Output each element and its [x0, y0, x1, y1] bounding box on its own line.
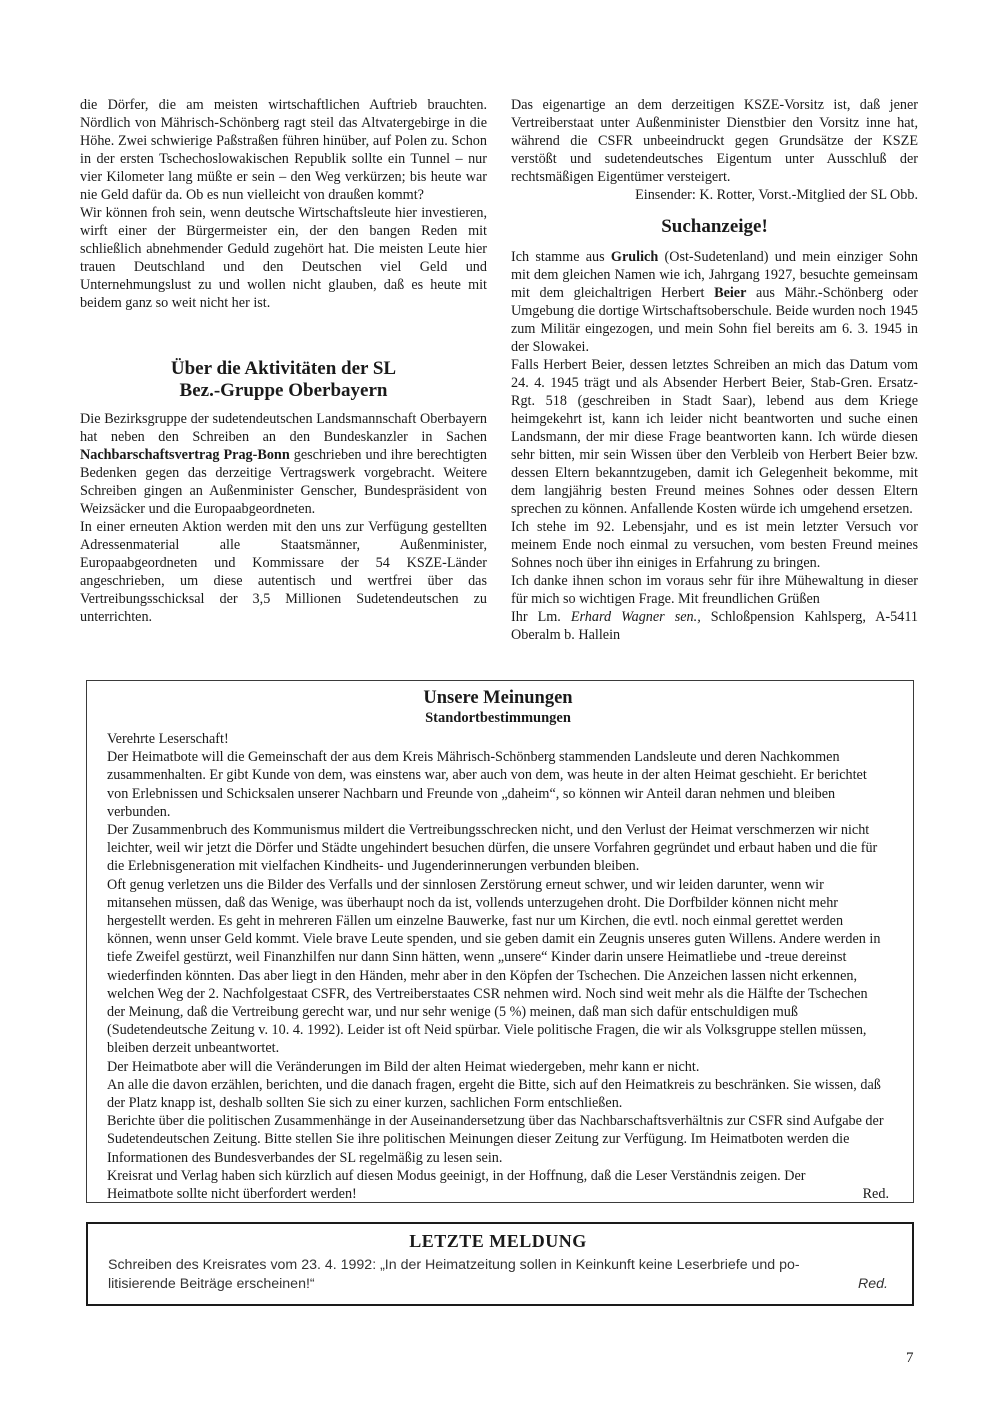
latest-news-text-2: litisierende Beiträge erscheinen!“: [108, 1276, 315, 1292]
sender-line: Einsender: K. Rotter, Vorst.-Mitglied der SL Obb.: [635, 187, 918, 203]
opinions-title: Unsere Meinungen: [423, 688, 573, 708]
opinions-greeting: Verehrte Leserschaft!: [107, 731, 229, 747]
search-signature: [511, 608, 918, 644]
sig-address: Schloßpension Kahlsperg, A-5411 Oberalm b. Hallein: [511, 609, 919, 643]
name-beier: Beier: [714, 285, 747, 301]
latest-news-text: Schreiben des Kreisrates vom 23. 4. 1992: „In der Heimatzeitung sollen in Keinkunft keine Leserbriefe und po-: [108, 1257, 800, 1273]
treaty-name: Nachbarschaftsvertrag Prag-Bonn: [80, 447, 290, 463]
town-grulich: Grulich: [610, 249, 659, 265]
opinions-signature: Red.: [862, 1186, 889, 1203]
search-p1-text-c: (Ost-Sudetenland) und mein einziger Sohn mit dem gleichen Namen wie ich, Jahrgang 1927, besuchte gemeinsam mit dem gleichaltrigen Herbert: [511, 249, 919, 301]
sl-paragraph-2: In einer erneuten Aktion werden mit den uns zur Verfügung gestellten Adressenmaterial alle Staatsmänner, Außenminister, Europaabgeordneten und Kommissare der 54 KSZE-Länder angeschrieben, um diese autentisch und wertfrei über das Vertreibungsschicksal der 3,5 Millionen Sudetendeutschen zu unterrichten.: [80, 519, 487, 625]
search-p1-text-e: aus Mähr.-Schönberg oder Umgebung die dortige Wirtschaftsoberschule. Beide wurden noch 1945 zum Militär eingezogen, und mein Sohn fiel bereits am 6. 3. 1945 in der Slowakei.: [511, 285, 918, 355]
intro-paragraph: die Dörfer, die am meisten wirtschaftlichen Auftrieb brauchten. Nördlich von Mährisch-Schönberg ragt steil das Altvatergebirge in die Höhe. Zwei schwierige Paßstraßen führen hinüber, auf Polen zu. Schon in der ersten Tschechoslowakischen Republik sollte ein Tunnel – nur vier Kilometer lang müßte er sein – den Weg verkürzen; bis heute war nie Geld dafür da. Ob es nun vielleicht von draußen kommt?: [80, 97, 487, 203]
opinions-paragraph-1: Der Heimatbote will die Gemeinschaft der aus dem Kreis Mährisch-Schönberg stammenden Landsleute und deren Nachkommen zusammenhalten. Er gibt Kunde von dem, was einstens war, aber auch von dem, was heute in der alten Heimat geschieht. Er berichtet von Erlebnissen und Schicksalen unserer Nachbarn und Freunde von „daheim“, so können wir Anteil daran nehmen und bleiben verbunden.: [107, 749, 867, 820]
latest-news-last-line: [108, 1275, 888, 1294]
left-column: [80, 96, 487, 626]
sl-paragraph-1: [80, 410, 487, 518]
sl-p1-text-b: geschrieben und ihre berechtigten Bedenken gegen das derzeitige Vertragswerk vorgebracht. Weitere Schreiben gingen an Außenminister Genscher, Bundespräsident von Weizsäcker und die Europaabgeordneten.: [80, 447, 487, 517]
sig-name: Erhard Wagner sen.,: [570, 609, 701, 625]
opinions-paragraph-5: An alle die davon erzählen, berichten, und die danach fragen, ergeht die Bitte, sich auf den Heimatkreis zu beschränken. Sie wissen, daß der Platz knapp ist, deshalb sollten Sie sich zu einer kurzen, sachlichen Form entschließen.: [107, 1076, 881, 1112]
opinions-subtitle: Standortbestimmungen: [425, 710, 571, 726]
latest-news-box: [86, 1222, 914, 1306]
search-paragraph-2: Falls Herbert Beier, dessen letztes Schreiben an mich das Datum vom 24. 4. 1945 trägt und als Absender Herbert Beier, Stab-Gren. Ersatz-Rgt. 518 (geschreiben in Stadt Saar), lebend aus dem Kriege heimgekehrt ist, kann ich leider nicht beantworten und suche einen Landsmann, der mir diese Frage beantworten kann. Ich würde diesen sehr bitten, mir sein Wissen über den Verbleib von Herbert Beier bzw. dessen Eltern bekanntzugeben, damit ich Gelegenheit bekomme, mit dem langjährig besten Freund meines Sohnes oder dessen Eltern sprechen zu können. Anfallende Kosten würde ich umgehend ersetzen.: [511, 357, 918, 517]
latest-news-signature: Red.: [858, 1276, 888, 1292]
sl-heading-line-2: Bez.-Gruppe Oberbayern: [179, 380, 388, 401]
search-paragraph-4: Ich danke ihnen schon im voraus sehr für ihre Mühewaltung in dieser für mich so wichtigen Frage. Mit freundlichen Grüßen: [511, 573, 918, 607]
page-number: 7: [906, 1350, 914, 1366]
sl-p1-text-a: Die Bezirksgruppe der sudetendeutschen Landsmannschaft Oberbayern hat neben den Schreiben an den Bundeskanzler in Sachen: [80, 411, 487, 445]
sl-heading-line-1: Über die Aktivitäten der SL: [170, 358, 397, 379]
opinions-paragraph-3: Oft genug verletzen uns die Bilder des Verfalls und der sinnlosen Zerstörung erneut schwer, und wir leiden darunter, wenn wir mitansehen müssen, daß das Wenige, was überhaupt noch da ist, vollends unterzugehen droht. Die Dorfbilder können nicht mehr hergestellt werden. Es geht in mehreren Fällen um einzelne Bauwerke, fast nur um Kirchen, die evtl. noch einmal gerettet werden können, wenn unser Geld kommt. Viele brave Leute spenden, und sie geben damit ein Zeugnis unseres guten Willens. Andere werden in tiefe Zweifel gestürzt, weil Finanzhilfen nur dann Sinn hätten, wenn „unsere“ Kinder darin unsere Heimatliebe und -treue dereinst wiederfinden könnten. Das aber liegt in den Händen, mehr aber in den Köpfen der Tschechen. Die Anzeichen lassen nicht erkennen, welchen Weg der 2. Nachfolgestaat CSFR, des Vertreiberstaates CSR nehmen wird. Noch sind weit mehr als die Hälfte der Tschechen der Meinung, daß die Vertreibung gerecht war, und nur sehr wenige (5 %) meinen, daß man sich dafür entschuldigen muß (Sudetendeutsche Zeitung v. 10. 4. 1992). Leider ist oft Neid spürbar. Viele politische Fragen, die wir als Volksgruppe stellen müssen, bleiben derzeit unbeantwortet.: [107, 876, 881, 1057]
search-p1-text-a: Ich stamme aus: [511, 249, 611, 265]
ksze-paragraph: Das eigenartige an dem derzeitigen KSZE-Vorsitz ist, daß jener Vertreiberstaat unter Außenminister Dienstbier den Vorsitz inne hat, während die CSFR unbeeindruckt gegen Grundsätze der KSZE verstößt und sudetendeutsches Eigentum unter Ausschluß der rechtsmäßigen Eigentümer versteigert.: [511, 97, 918, 185]
latest-news-title: LETZTE MELDUNG: [409, 1231, 587, 1251]
sl-activities-heading: [80, 358, 487, 402]
opinions-box: [86, 680, 914, 1203]
opinions-paragraph-2: Der Zusammenbruch des Kommunismus mildert die Vertreibungsschrecken nicht, und den Verlust der Heimat verschmerzen wir nicht leichter, weil wir jetzt die Dörfer und Städte ungehindert besuchen dürfen, die unsere Vorfahren gegründet und erbaut haben und die für die Erlebnisgeneration mit vielfachen Kindheits- und Jugenderinnerungen verbunden bleiben.: [107, 822, 878, 875]
investment-paragraph: Wir können froh sein, wenn deutsche Wirtschaftsleute hier investieren, wirft einer der Bürgermeister ein, der den bangen Reden mit schließlich abnehmender Geduld zugehört hat. Die meisten Leute hier trauen Deutschland und den Deutschen viel Geld und Unternehmungslust zu und wollen nicht glauben, daß es heute mit beidem ganz so weit nicht her ist.: [80, 205, 487, 311]
sig-prefix: Ihr Lm.: [511, 609, 571, 625]
opinions-closing: [107, 1167, 889, 1203]
search-paragraph-1: [511, 248, 918, 356]
opinions-paragraph-6: Berichte über die politischen Zusammenhänge in der Auseinandersetzung über das Nachbarschaftsverhältnis zur CSFR sind Aufgabe der Sudetendeutschen Zeitung. Bitte stellen Sie ihre politischen Meinungen dieser Zeitung zur Verfügung. Im Heimatboten werden die Informationen des Bundesverbandes der SL regelmäßig zu lesen sein.: [107, 1113, 884, 1166]
search-paragraph-3: Ich stehe im 92. Lebensjahr, und es ist mein letzter Versuch vor meinem Ende noch einmal zu versuchen, vom besten Freund meines Sohnes noch über ihn einiges in Erfahrung zu bringen.: [511, 519, 918, 571]
opinions-paragraph-4: Der Heimatbote aber will die Veränderungen im Bild der alten Heimat wiedergeben, mehr kann er nicht.: [107, 1058, 700, 1075]
right-column: [511, 96, 918, 644]
opinions-paragraph-7: Kreisrat und Verlag haben sich kürzlich auf diesen Modus geeinigt, in der Hoffnung, daß die Leser Verständnis zeigen. Der Heimatbote sollte nicht überfordert werden!: [107, 1167, 806, 1203]
article-columns: [80, 96, 920, 676]
search-ad-heading: Suchanzeige!: [661, 216, 768, 237]
